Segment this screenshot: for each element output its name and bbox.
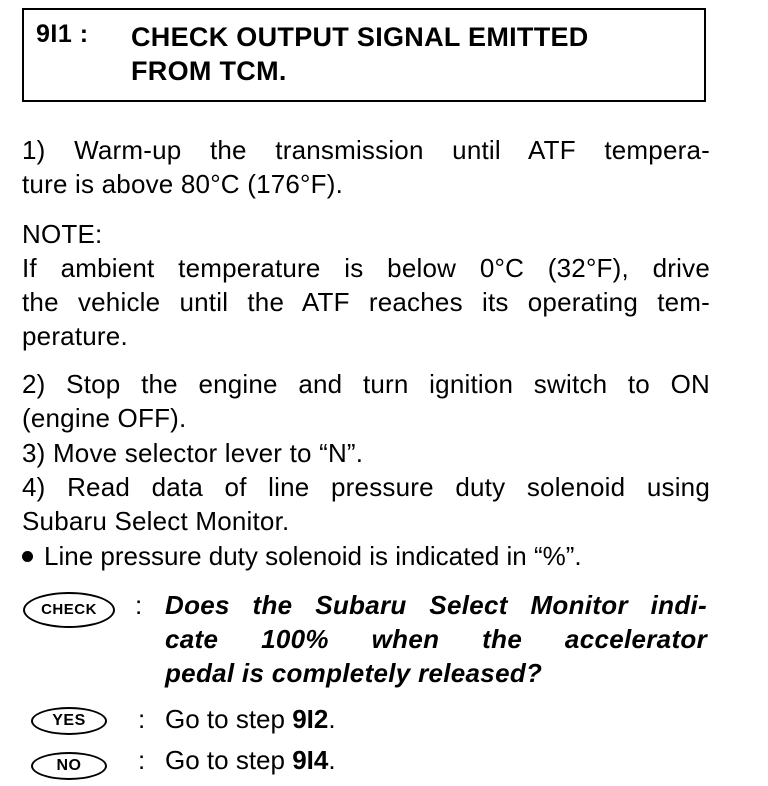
instruction-step-4	[22, 470, 710, 538]
note-block	[22, 217, 710, 353]
yes-answer-suffix: .	[328, 704, 336, 734]
no-badge: NO	[31, 752, 107, 780]
check-question-line: Does the Subaru Select Monitor indi-	[165, 590, 707, 620]
note-line: perature.	[22, 321, 128, 351]
yes-answer-prefix: Go to step	[165, 704, 293, 734]
instruction-line: 1) Warm-up the transmission until ATF tempera-	[22, 135, 710, 165]
bullet-text: Line pressure duty solenoid is indicated in “%”.	[44, 541, 582, 571]
step-number: 9I1 :	[36, 20, 89, 48]
yes-answer	[165, 702, 336, 736]
note-line: the vehicle until the ATF reaches its operating tem-	[22, 287, 710, 317]
yes-step-link[interactable]: 9I2	[292, 704, 329, 734]
instruction-step-3: 3) Move selector lever to “N”.	[22, 438, 364, 468]
check-badge: CHECK	[23, 592, 115, 628]
no-step-link[interactable]: 9I4	[292, 745, 329, 775]
check-question-line: pedal is completely released?	[165, 658, 543, 688]
step-title	[131, 20, 691, 88]
instruction-step-2	[22, 367, 710, 435]
instruction-line: ture is above 80°C (176°F).	[22, 169, 344, 199]
check-question-line: cate 100% when the accelerator	[165, 624, 707, 654]
no-answer-prefix: Go to step	[165, 745, 293, 775]
yes-colon: :	[138, 704, 146, 734]
step-title-line: CHECK OUTPUT SIGNAL EMITTED	[131, 22, 589, 52]
instruction-line: 2) Stop the engine and turn ignition switch to ON	[22, 369, 710, 399]
step-title-line: FROM TCM.	[131, 56, 287, 86]
no-colon: :	[138, 745, 146, 775]
step-header-box	[22, 8, 706, 102]
no-answer	[165, 743, 336, 777]
note-line: If ambient temperature is below 0°C (32°F), drive	[22, 253, 710, 283]
no-answer-suffix: .	[328, 745, 336, 775]
check-colon: :	[135, 590, 143, 620]
yes-badge: YES	[31, 707, 107, 735]
instruction-line: Subaru Select Monitor.	[22, 506, 290, 536]
instruction-line: 4) Read data of line pressure duty solenoid using	[22, 472, 710, 502]
bullet-item	[22, 539, 722, 573]
check-question	[165, 588, 707, 690]
instruction-step-1	[22, 133, 710, 201]
note-label: NOTE:	[22, 219, 103, 249]
bullet-icon	[22, 551, 33, 562]
instruction-line: (engine OFF).	[22, 403, 187, 433]
